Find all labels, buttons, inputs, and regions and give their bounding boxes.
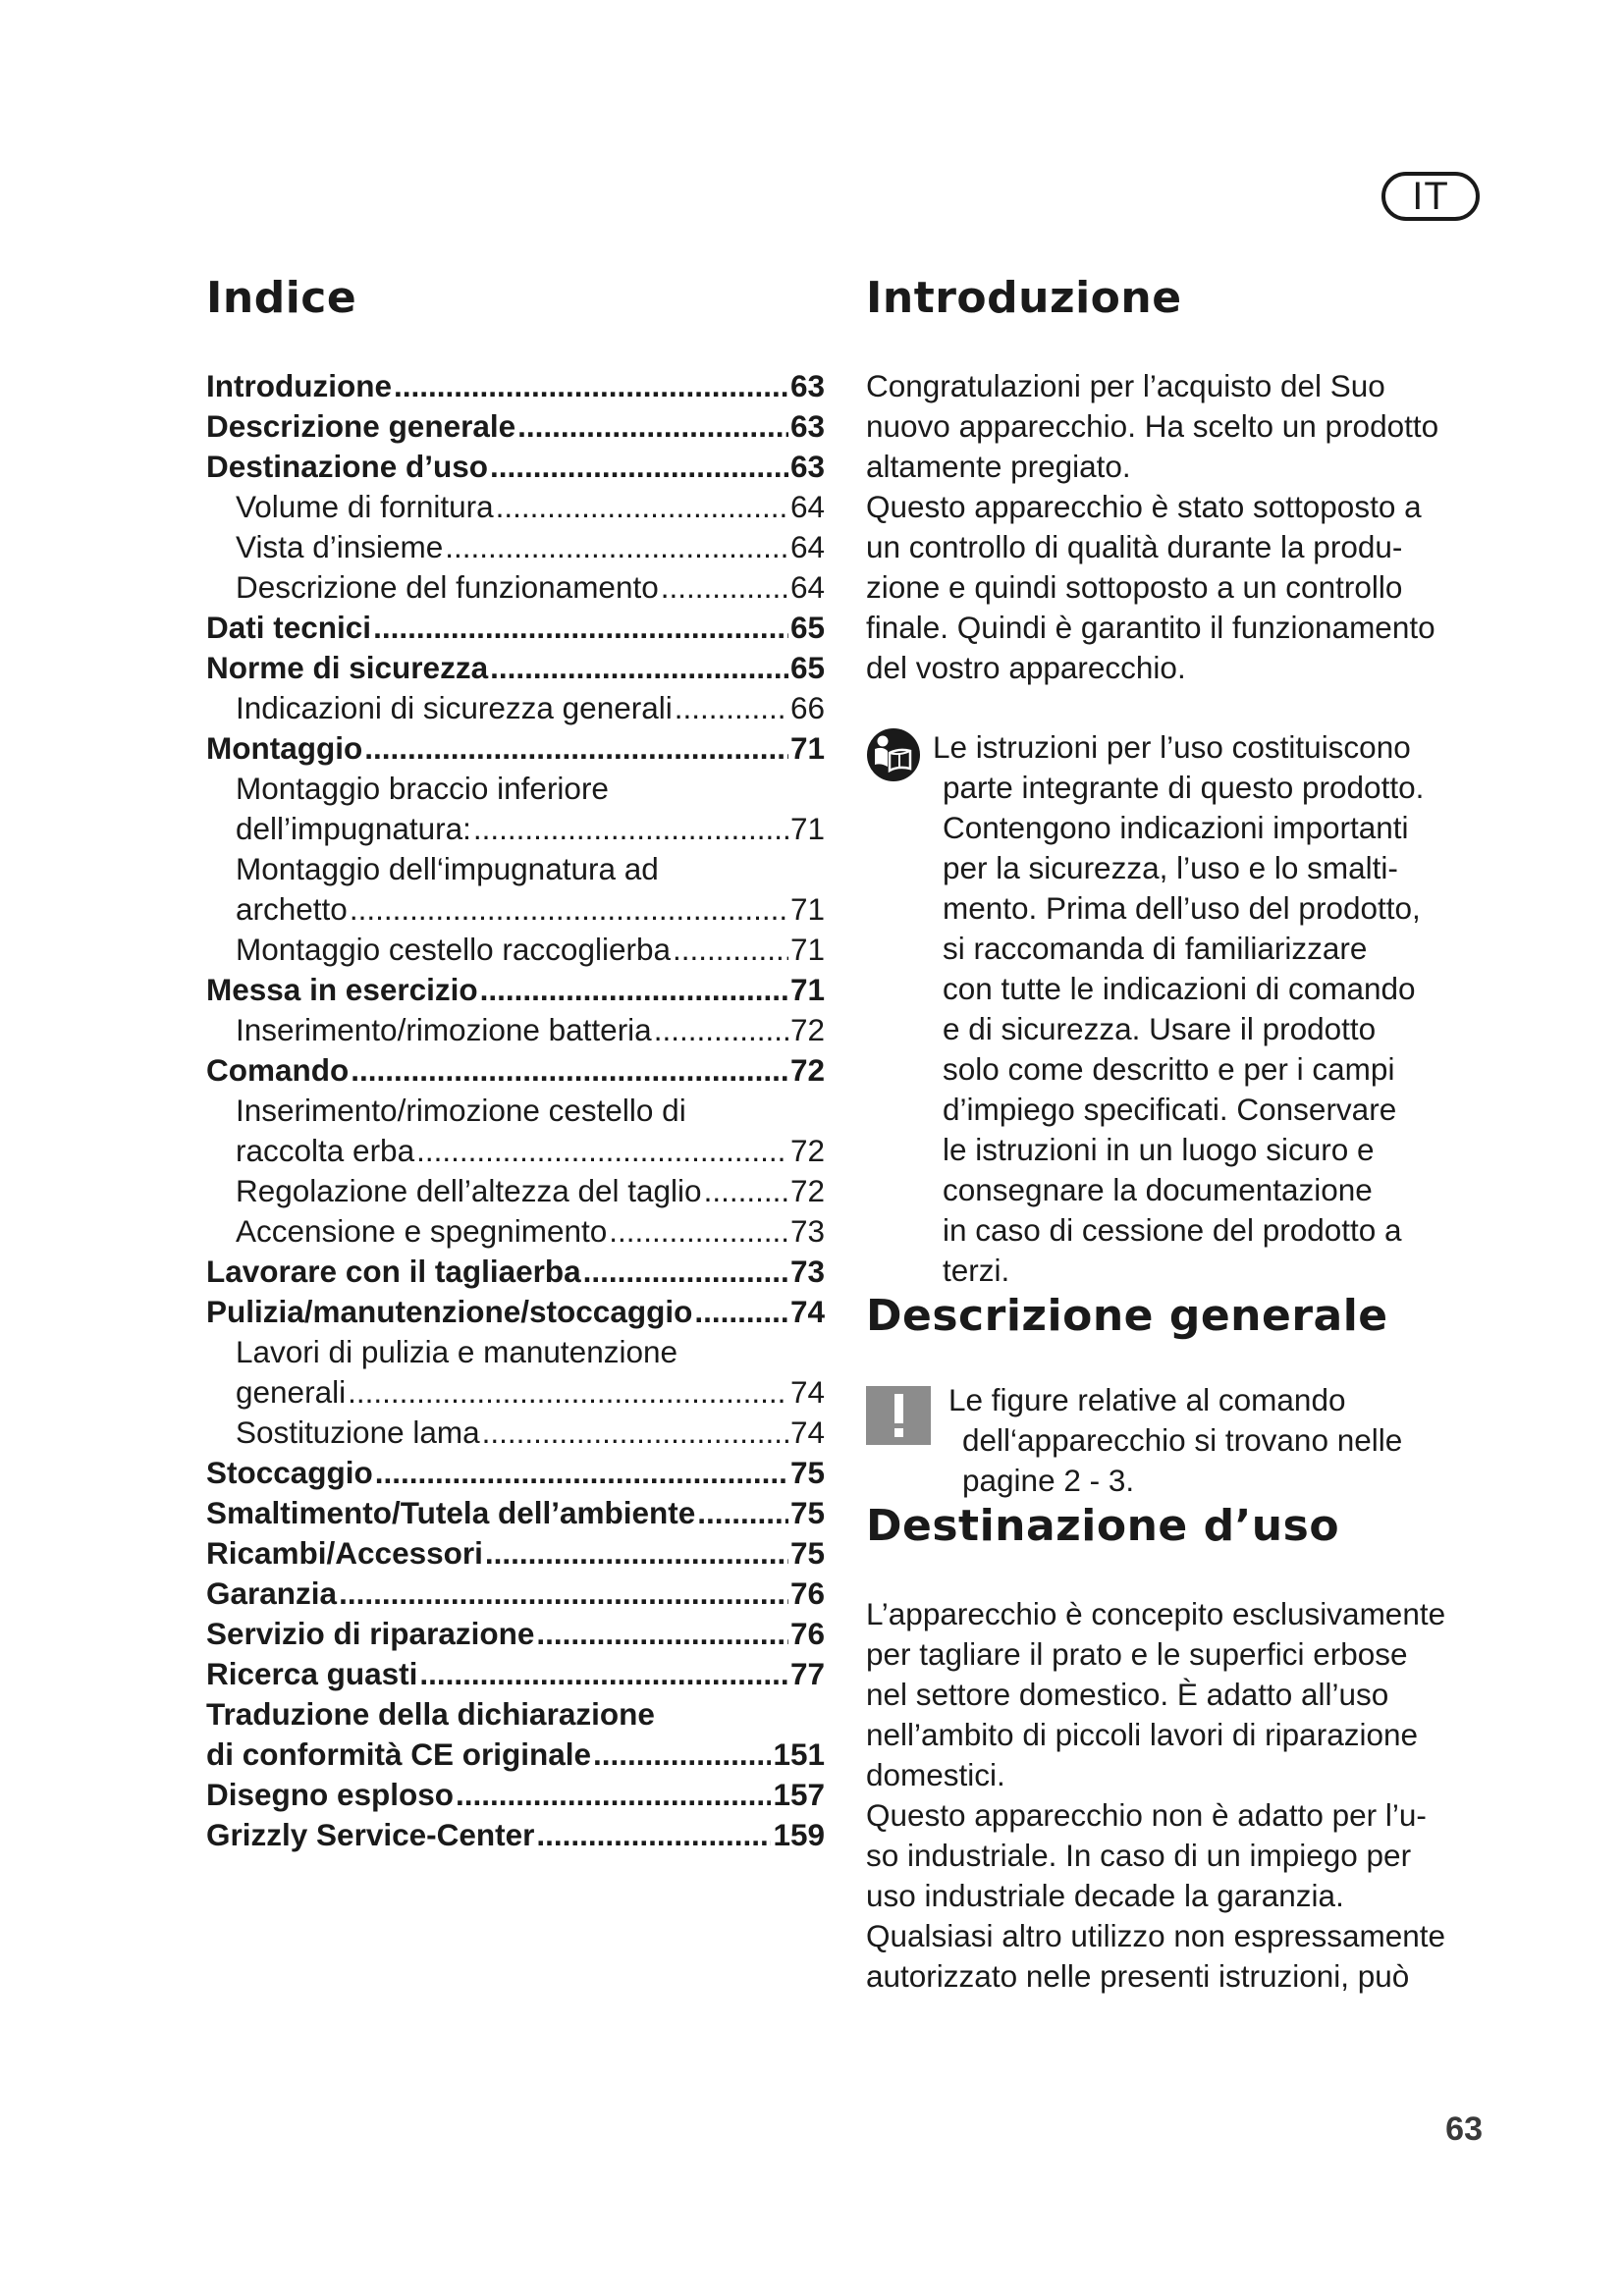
toc-subentry-line: Montaggio braccio inferiore [236,771,609,806]
text-line: le istruzioni in un luogo sicuro e [943,1132,1375,1167]
toc-entry[interactable]: Norme di sicurezza ..... 65 [206,648,825,688]
introduzione-paragraph [866,366,1494,688]
toc-entry[interactable]: Ricerca guasti ..... 77 [206,1654,825,1694]
text-line: mento. Prima dell’uso del prodotto, [943,890,1421,926]
text-line: nel settore domestico. È adatto all’uso [866,1677,1389,1712]
introduzione-title: Introduzione [866,273,1182,323]
index-column [206,273,825,1855]
toc-subentry[interactable]: generali ..... 74 [206,1372,825,1413]
text-line: autorizzato nelle presenti istruzioni, può [866,1958,1410,1994]
text-line: per tagliare il prato e le superfici erbose [866,1636,1408,1672]
figure-note [866,1380,1494,1501]
text-line: Questo apparecchio è stato sottoposto a [866,489,1422,524]
table-of-contents [206,366,825,1855]
toc-subentry[interactable]: archetto ..... 71 [206,889,825,930]
text-line: L’apparecchio è concepito esclusivamente [866,1596,1446,1631]
read-manual-icon [866,727,933,1291]
toc-subentry[interactable]: Sostituzione lama ..... 74 [206,1413,825,1453]
exclamation-icon [866,1380,948,1501]
toc-subentry[interactable]: Indicazioni di sicurezza generali ..... 66 [206,688,825,728]
toc-entry[interactable]: Introduzione ..... 63 [206,366,825,406]
text-line: nell’ambito di piccoli lavori di riparazione [866,1717,1419,1752]
text-line: Le istruzioni per l’uso costituiscono [933,729,1411,765]
destinazione-title: Destinazione d’uso [866,1501,1340,1551]
toc-entry[interactable]: Servizio di riparazione ..... 76 [206,1614,825,1654]
toc-subentry[interactable]: Descrizione del funzionamento ..... 64 [206,567,825,608]
toc-entry[interactable]: Montaggio ..... 71 [206,728,825,769]
toc-entry[interactable]: Pulizia/manutenzione/stoccaggio ..... 74 [206,1292,825,1332]
text-line: Le figure relative al comando [948,1382,1346,1417]
text-line: dell‘apparecchio si trovano nelle [962,1422,1403,1458]
toc-entry[interactable]: Descrizione generale ..... 63 [206,406,825,447]
toc-entry[interactable]: Lavorare con il tagliaerba ..... 73 [206,1252,825,1292]
text-line: Contengono indicazioni importanti [943,810,1409,845]
index-title: Indice [206,273,357,323]
toc-subentry[interactable]: raccolta erba ..... 72 [206,1131,825,1171]
toc-entry[interactable]: Messa in esercizio ..... 71 [206,970,825,1010]
toc-subentry-line: Montaggio dell‘impugnatura ad [236,851,659,886]
toc-entry[interactable]: di conformità CE originale ..... 151 [206,1735,825,1775]
descrizione-title: Descrizione generale [866,1291,1388,1341]
text-line: zione e quindi sottoposto a un controllo [866,569,1403,605]
toc-subentry-line: Inserimento/rimozione cestello di [236,1093,686,1128]
toc-subentry[interactable]: Regolazione dell’altezza del taglio ..... 72 [206,1171,825,1211]
destinazione-paragraph [866,1594,1494,1997]
page-number: 63 [1445,2110,1483,2148]
manual-note [866,727,1494,1291]
text-line: so industriale. In caso di un impiego per [866,1838,1412,1873]
text-line: uso industriale decade la garanzia. [866,1878,1344,1913]
content-column [866,273,1494,1997]
text-line: con tutte le indicazioni di comando [943,971,1416,1006]
toc-subentry[interactable]: Vista d’insieme ..... 64 [206,527,825,567]
toc-entry[interactable]: Stoccaggio ..... 75 [206,1453,825,1493]
text-line: in caso di cessione del prodotto a [943,1212,1402,1248]
text-line: un controllo di qualità durante la produ- [866,529,1403,564]
text-line: e di sicurezza. Usare il prodotto [943,1011,1377,1046]
toc-subentry-line: Lavori di pulizia e manutenzione [236,1334,678,1369]
toc-entry[interactable]: Ricambi/Accessori ..... 75 [206,1533,825,1574]
text-line: altamente pregiato. [866,449,1131,484]
text-line: si raccomanda di familiarizzare [943,931,1368,966]
text-line: Congratulazioni per l’acquisto del Suo [866,368,1385,403]
text-line: finale. Quindi è garantito il funzionamento [866,610,1435,645]
text-line: pagine 2 - 3. [962,1463,1135,1498]
text-line: nuovo apparecchio. Ha scelto un prodotto [866,408,1439,444]
toc-subentry[interactable]: Volume di fornitura ..... 64 [206,487,825,527]
toc-entry[interactable]: Destinazione d’uso ..... 63 [206,447,825,487]
toc-subentry[interactable]: Inserimento/rimozione batteria ..... 72 [206,1010,825,1050]
text-line: solo come descritto e per i campi [943,1051,1395,1087]
toc-subentry[interactable]: Accensione e spegnimento ..... 73 [206,1211,825,1252]
text-line: Qualsiasi altro utilizzo non espressamente [866,1918,1446,1953]
text-line: consegnare la documentazione [943,1172,1373,1207]
text-line: d’impiego specificati. Conservare [943,1092,1397,1127]
text-line: per la sicurezza, l’uso e lo smalti- [943,850,1398,885]
toc-entry[interactable]: Dati tecnici ..... 65 [206,608,825,648]
toc-entry[interactable]: Garanzia ..... 76 [206,1574,825,1614]
toc-entry[interactable]: Grizzly Service-Center ..... 159 [206,1815,825,1855]
text-line: Questo apparecchio non è adatto per l’u- [866,1797,1427,1833]
toc-subentry[interactable]: dell’impugnatura: ..... 71 [206,809,825,849]
text-line: domestici. [866,1757,1005,1792]
text-line: terzi. [943,1253,1010,1288]
language-badge: IT [1381,172,1480,221]
text-line: parte integrante di questo prodotto. [943,770,1425,805]
text-line: del vostro apparecchio. [866,650,1186,685]
toc-entry[interactable]: Comando ..... 72 [206,1050,825,1091]
toc-entry-line: Traduzione della dichiarazione [206,1696,655,1732]
toc-subentry[interactable]: Montaggio cestello raccoglierba ..... 71 [206,930,825,970]
toc-entry[interactable]: Disegno esploso ..... 157 [206,1775,825,1815]
toc-entry[interactable]: Smaltimento/Tutela dell’ambiente ..... 75 [206,1493,825,1533]
